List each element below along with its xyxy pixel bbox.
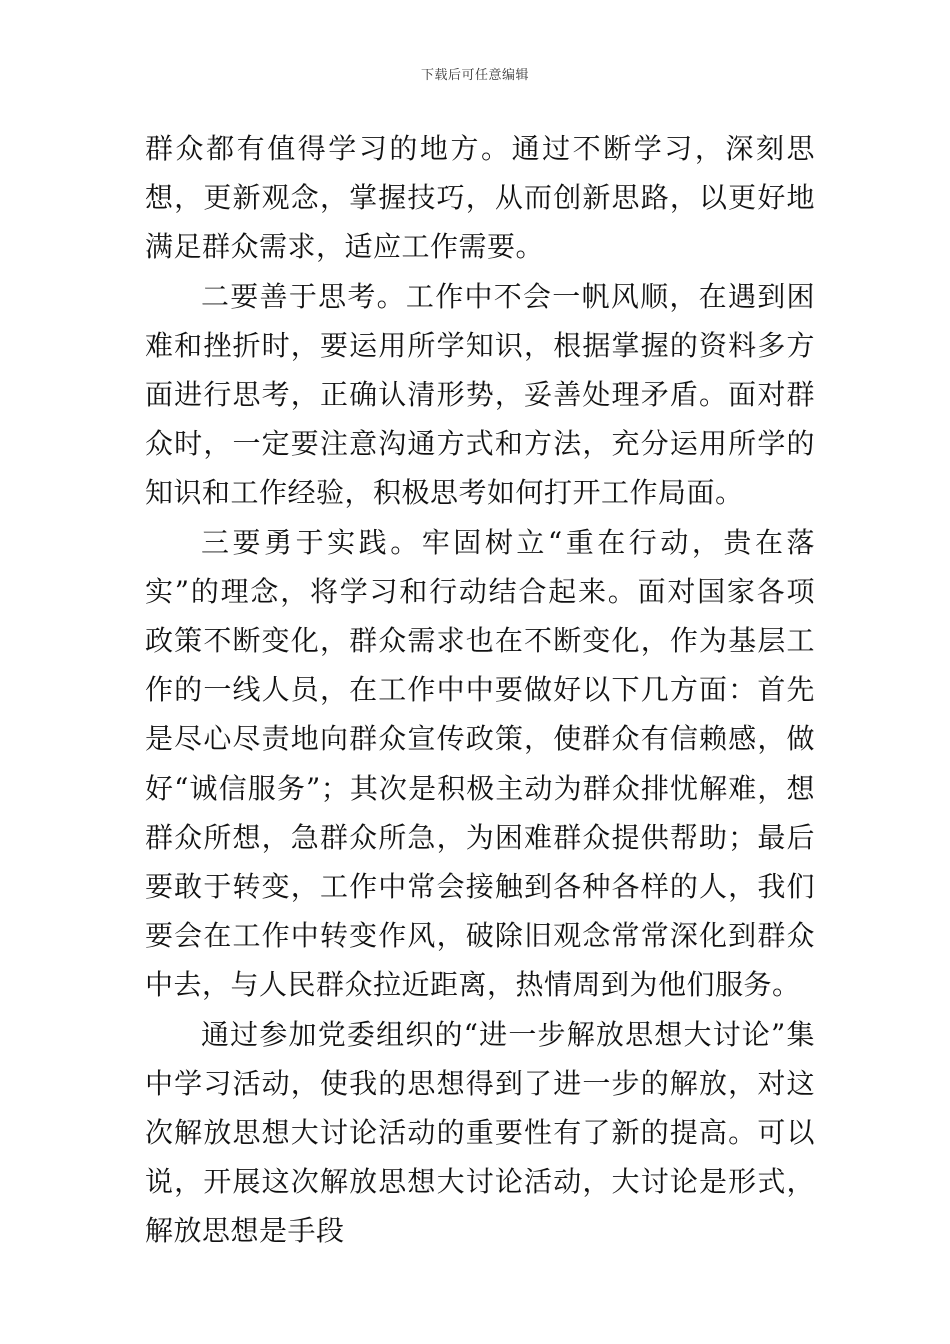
paragraph-1: 群众都有值得学习的地方。通过不断学习，深刻思想，更新观念，掌握技巧，从而创新思路，以更好地满足群众需求，适应工作需要。: [145, 132, 815, 264]
page-header: 下载后可任意编辑: [420, 68, 529, 83]
paragraph-4: 通过参加党委组织的“进一步解放思想大讨论”集中学习活动，使我的思想得到了进一步的解放，对这次解放思想大讨论活动的重要性有了新的提高。可以说，开展这次解放思想大讨论活动，大讨论是形式，解放思想是手段: [145, 1017, 815, 1248]
paragraph-3: 三要勇于实践。牢固树立“重在行动，贵在落实”的理念，将学习和行动结合起来。面对国家各项政策不断变化，群众需求也在不断变化，作为基层工作的一线人员，在工作中中要做好以下几方面：首先是尽心尽责地向群众宣传政策，使群众有信赖感，做好“诚信服务”；其次是积极主动为群众排忧解难，想群众所想，急群众所急，为困难群众提供帮助；最后要敢于转变，工作中常会接触到各种各样的人，我们要会在工作中转变作风，破除旧观念常常深化到群众中去，与人民群众拉近距离，热情周到为他们服务。: [145, 525, 815, 1002]
paragraph-2: 二要善于思考。工作中不会一帆风顺，在遇到困难和挫折时，要运用所学知识，根据掌握的资料多方面进行思考，正确认清形势，妥善处理矛盾。面对群众时，一定要注意沟通方式和方法，充分运用所学的知识和工作经验，积极思考如何打开工作局面。: [145, 279, 815, 510]
document-body: [145, 124, 815, 1256]
